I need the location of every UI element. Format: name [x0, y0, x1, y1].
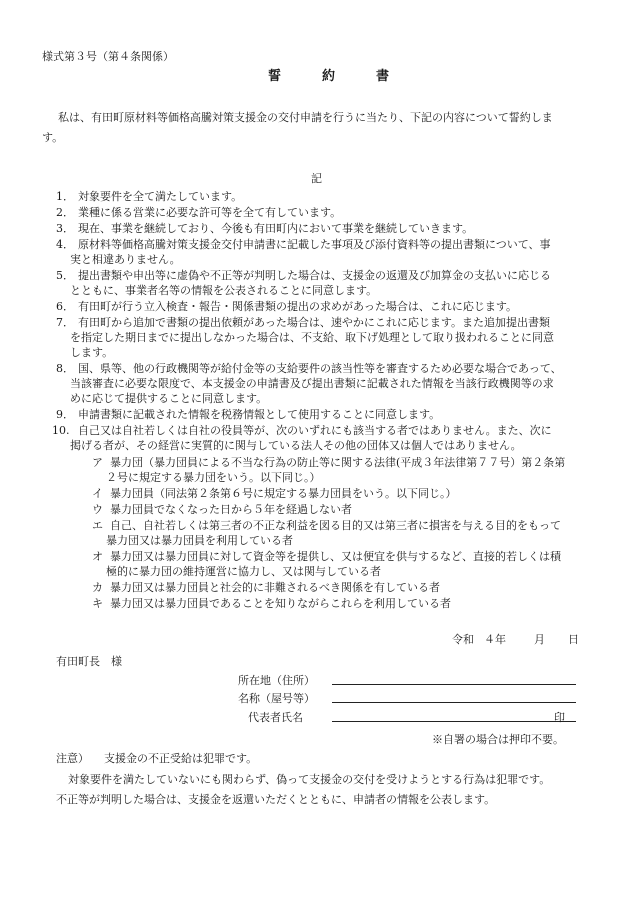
subitem-mark: キ	[92, 597, 103, 610]
note-line-2: 不正等が判明した場合は、支援金を返還いただくとともに、申請者の情報を公表します。	[56, 793, 496, 806]
date-day: 日	[568, 633, 579, 646]
item-text: 業種に係る営業に必要な許可等を全て有しています。	[78, 206, 342, 219]
item-text: 原材料等価格高騰対策支援金交付申請書に記載した事項及び添付資料等の提出書類について、事	[78, 238, 551, 251]
subitem-text: 自己、自社若しくは第三者の不正な利益を図る目的又は第三者に損害を与える目的をもって	[110, 519, 561, 532]
subitem-text: 暴力団員でなくなった日から５年を経過しない者	[110, 503, 352, 516]
seal-note: ※自署の場合は押印不要。	[432, 733, 564, 746]
subitem-text: 暴力団又は暴力団員と社会的に非難されるべき関係を有している者	[110, 581, 440, 594]
ki-heading: 記	[311, 172, 322, 185]
item-text: 国、県等、他の行政機関等が給付金等の支給要件の該当性等を審査するため必要な場合であって、	[78, 362, 562, 375]
address-field[interactable]	[332, 684, 576, 685]
date-era: 令和	[452, 633, 474, 646]
item-text: 提出書類や申出等に虚偽や不正等が判明した場合は、支援金の返還及び加算金の支払いに応じる	[78, 269, 551, 282]
item-number: 1．	[56, 190, 74, 203]
item-number: 6．	[56, 300, 74, 313]
note-line-1: 対象要件を満たしていないにも関わらず、偽って支援金の交付を受けようとする行為は犯罪です。	[68, 773, 551, 786]
item-text: めに応じて提供することに同意します。	[70, 392, 268, 405]
item-number: 9．	[56, 408, 74, 421]
date-month: 月	[534, 633, 545, 646]
subitem-mark: ア	[92, 456, 103, 469]
subitem-mark: エ	[92, 519, 103, 532]
subitem-text: 暴力団又は暴力団員であることを知りながらこれらを利用している者	[110, 597, 451, 610]
note-heading: 支援金の不正受給は犯罪です。	[104, 752, 258, 765]
item-text: します。	[70, 346, 114, 359]
item-text: 当該審査に必要な限度で、本支援金の申請書及び提出書類に記載された情報を当該行政機関等の求	[70, 377, 554, 390]
name-field[interactable]	[332, 702, 576, 703]
intro-line-1: 私は、有田町原材料等価格高騰対策支援金の交付申請を行うに当たり、下記の内容について誓約しま	[58, 111, 553, 124]
item-text: 有田町が行う立入検査・報告・関係書類の提出の求めがあった場合は、これに応じます。	[78, 300, 518, 313]
subitem-text: 極的に暴力団の維持運営に協力し、又は関与している者	[106, 565, 381, 578]
item-text: 実と相違ありません。	[70, 253, 181, 266]
item-text: 掲げる者が、その経営に実質的に関与している法人その他の団体又は個人ではありません。	[70, 439, 522, 452]
item-text: 自己又は自社若しくは自社の役員等が、次のいずれにも該当する者ではありません。また、次に	[78, 424, 552, 437]
item-text: とともに、事業者名等の情報を公表されることに同意します。	[70, 284, 378, 297]
item-number: 5．	[56, 269, 74, 282]
subitem-text: 暴力団又は暴力団員に対して資金等を提供し、又は便宜を供与するなど、直接的若しくは積	[110, 550, 561, 563]
subitem-text: 暴力団又は暴力団員を利用している者	[106, 534, 293, 547]
note-label: 注意）	[56, 752, 89, 765]
subitem-text: ２号に規定する暴力団をいう。以下同じ。）	[106, 471, 321, 484]
seal-mark: 印	[554, 711, 565, 724]
item-number: 3．	[56, 222, 74, 235]
item-text: 対象要件を全て満たしています。	[78, 190, 243, 203]
item-text: 有田町から追加で書類の提出依頼があった場合は、速やかにこれに応じます。また追加提出書類	[78, 316, 551, 329]
name-label: 名称（屋号等）	[238, 692, 315, 705]
subitem-mark: オ	[92, 550, 103, 563]
item-text: を指定した期日までに提出しなかった場合は、不支給、取下げ処理として取り扱われることに同意	[70, 331, 554, 344]
subitem-mark: ウ	[92, 503, 103, 516]
item-number: 2．	[56, 206, 74, 219]
item-number: 4．	[56, 238, 74, 251]
item-text: 現在、事業を継続しており、今後も有田町内において事業を継続していきます。	[78, 222, 474, 235]
form-number: 様式第３号（第４条関係）	[42, 50, 174, 63]
intro-line-2: す。	[42, 131, 64, 144]
item-number: 8．	[56, 362, 74, 375]
addressee: 有田町長 様	[56, 655, 122, 668]
item-number: 10.	[52, 424, 70, 437]
representative-field[interactable]	[332, 721, 576, 722]
document-title: 誓 約 書	[268, 69, 404, 84]
address-label: 所在地（住所）	[238, 674, 315, 687]
subitem-mark: イ	[92, 487, 103, 500]
subitem-mark: カ	[92, 581, 103, 594]
item-text: 申請書類に記載された情報を税務情報として使用することに同意します。	[78, 408, 441, 421]
item-number: 7．	[56, 316, 74, 329]
representative-label: 代表者氏名	[248, 711, 303, 724]
date-year: ４年	[484, 633, 506, 646]
subitem-text: 暴力団（暴力団員による不当な行為の防止等に関する法律(平成３年法律第７７号）第２条第	[110, 456, 566, 469]
subitem-text: 暴力団員（同法第２条第６号に規定する暴力団員をいう。以下同じ。）	[110, 487, 457, 500]
